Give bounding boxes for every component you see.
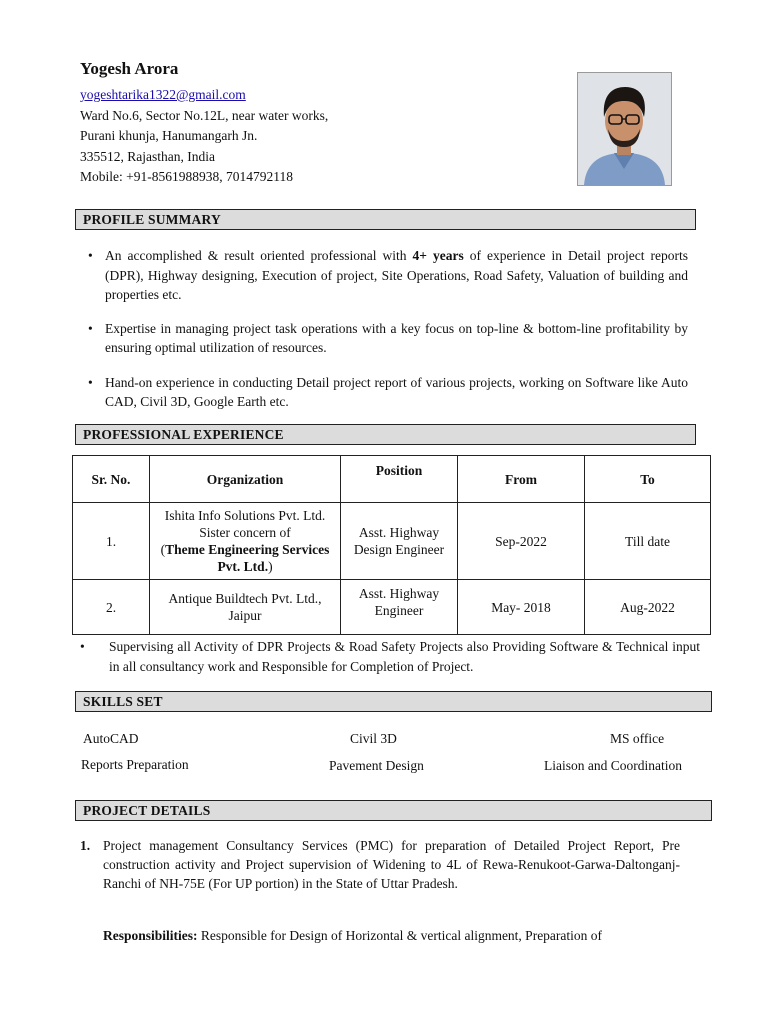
professional-experience-heading: PROFESSIONAL EXPERIENCE bbox=[75, 424, 696, 445]
table-header-row bbox=[73, 456, 711, 503]
skill-item: Liaison and Coordination bbox=[544, 758, 682, 773]
skill-item: Reports Preparation bbox=[81, 757, 189, 772]
col-header-organization: Organization bbox=[150, 456, 341, 503]
profile-photo bbox=[577, 72, 672, 186]
profile-summary-list bbox=[82, 246, 688, 412]
cell-position: Asst. Highway Engineer bbox=[341, 580, 458, 635]
cell-organization: Ishita Info Solutions Pvt. Ltd. Sister concern of (Theme Engineering Services Pvt. Ltd.) bbox=[150, 503, 341, 580]
experience-table bbox=[72, 455, 711, 635]
col-header-position: Position bbox=[341, 456, 458, 503]
list-item: • Hand-on experience in conducting Detail project report of various projects, working on Software like Auto CAD, Civil 3D, Google Earth etc. bbox=[82, 373, 688, 412]
project-item bbox=[80, 836, 680, 894]
cell-organization: Antique Buildtech Pvt. Ltd., Jaipur bbox=[150, 580, 341, 635]
skill-item: MS office bbox=[610, 731, 665, 746]
cell-sr: 2. bbox=[73, 580, 150, 635]
profile-summary-heading: PROFILE SUMMARY bbox=[75, 209, 696, 230]
list-item: • An accomplished & result oriented professional with 4+ years of experience in Detail project reports (DPR), Highway designing, Execution of project, Site Operations, Road Safety, Valuation of building and properties etc. bbox=[82, 246, 688, 305]
cell-to: Till date bbox=[585, 503, 711, 580]
table-row bbox=[73, 503, 711, 580]
mobile-number: Mobile: +91-8561988938, 7014792118 bbox=[80, 169, 293, 184]
col-header-to: To bbox=[585, 456, 711, 503]
skill-item: AutoCAD bbox=[83, 731, 139, 746]
cell-position: Asst. Highway Design Engineer bbox=[341, 503, 458, 580]
cell-from: Sep-2022 bbox=[458, 503, 585, 580]
col-header-from: From bbox=[458, 456, 585, 503]
project-description: Project management Consultancy Services (PMC) for preparation of Detailed Project Report, Pre construction activity and Project supervision of Widening to 4L of Rewa-Renukoot-Garwa-Daltonganj-Ranchi of NH-75E (For UP portion) in the State of Uttar Pradesh. bbox=[103, 838, 680, 892]
address-line-2: Purani khunja, Hanumangarh Jn. bbox=[80, 128, 258, 143]
col-header-sr: Sr. No. bbox=[73, 456, 150, 503]
years-experience: 4+ years bbox=[412, 248, 464, 263]
candidate-name: Yogesh Arora bbox=[80, 59, 179, 78]
bullet-icon: • bbox=[80, 639, 85, 654]
contact-block bbox=[80, 85, 328, 188]
email-link[interactable]: yogeshtarika1322@gmail.com bbox=[80, 87, 246, 102]
skill-item: Civil 3D bbox=[350, 731, 397, 746]
responsibilities bbox=[103, 928, 683, 944]
person-portrait-icon bbox=[578, 73, 671, 185]
responsibilities-label: Responsibilities: bbox=[103, 928, 198, 943]
cell-to: Aug-2022 bbox=[585, 580, 711, 635]
skills-set-heading: SKILLS SET bbox=[75, 691, 712, 712]
responsibilities-text: Responsible for Design of Horizontal & vertical alignment, Preparation of bbox=[197, 928, 603, 943]
table-row bbox=[73, 580, 711, 635]
address-line-1: Ward No.6, Sector No.12L, near water works, bbox=[80, 107, 329, 123]
project-details-heading: PROJECT DETAILS bbox=[75, 800, 712, 821]
cell-sr: 1. bbox=[73, 503, 150, 580]
parent-company: Theme Engineering Services Pvt. Ltd. bbox=[165, 542, 330, 574]
skill-item: Pavement Design bbox=[329, 758, 424, 773]
experience-note: • Supervising all Activity of DPR Projects & Road Safety Projects also Providing Software & Technical input in all consultancy work and Responsible for Completion of Project. bbox=[80, 639, 700, 674]
project-number: 1. bbox=[80, 838, 91, 853]
cell-from: May- 2018 bbox=[458, 580, 585, 635]
address-line-3: 335512, Rajasthan, India bbox=[80, 148, 215, 164]
list-item: • Expertise in managing project task operations with a key focus on top-line & bottom-line profitability by ensuring optimal utilization of resources. bbox=[82, 319, 688, 358]
